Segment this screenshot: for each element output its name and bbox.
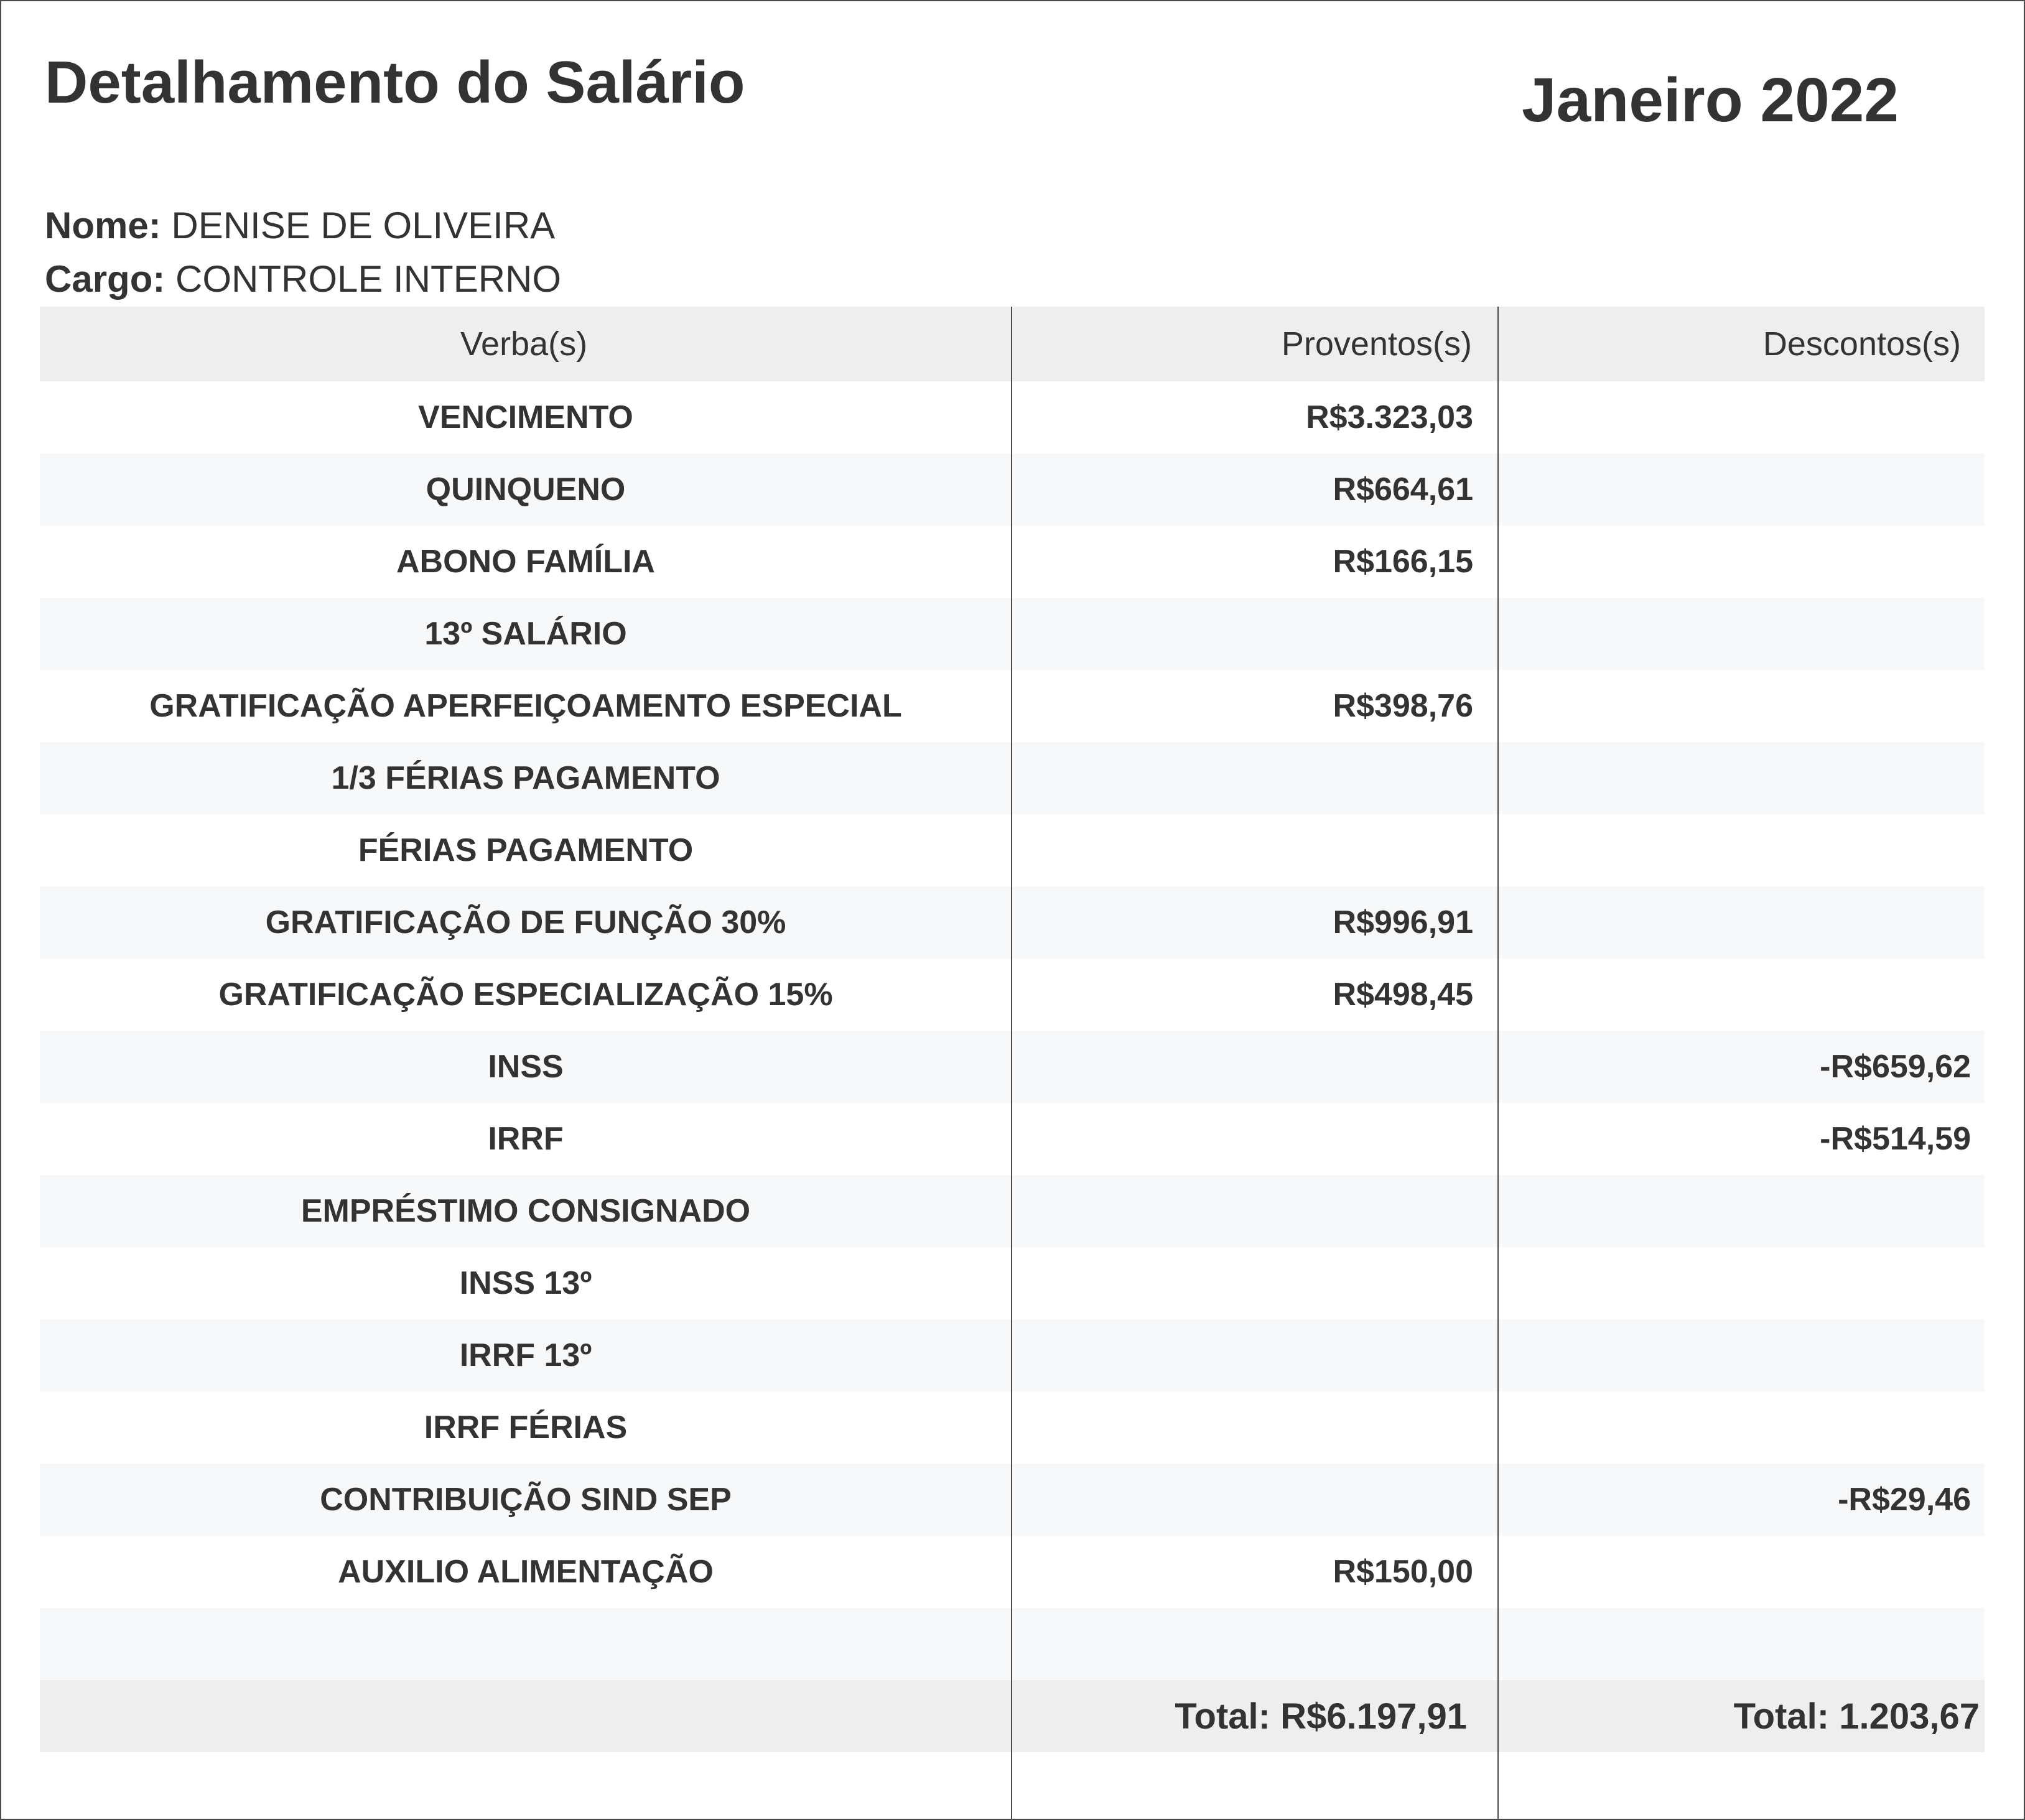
table-header-row: [40, 307, 1985, 381]
cell-proventos: [1012, 1464, 1498, 1536]
total-descontos: Total: 1.203,67: [1733, 1696, 1980, 1737]
table-row: [40, 742, 1985, 814]
employee-name: DENISE DE OLIVEIRA: [171, 205, 556, 246]
cell-descontos: [1498, 1247, 1985, 1319]
cell-descontos: [1498, 1391, 1985, 1464]
cell-verba: GRATIFICAÇÃO DE FUNÇÃO 30%: [265, 904, 786, 940]
table-row: [40, 1175, 1985, 1247]
header-verba: Verba(s): [460, 325, 588, 363]
table-total-row: [40, 1680, 1985, 1752]
name-label: Nome:: [45, 205, 161, 246]
cell-descontos: [1498, 886, 1985, 959]
table-row: [40, 381, 1985, 453]
cell-verba: CONTRIBUIÇÃO SIND SEP: [320, 1482, 732, 1518]
table-row: [40, 1391, 1985, 1464]
header-descontos: Descontos(s): [1762, 325, 1961, 363]
header-proventos: Proventos(s): [1281, 325, 1472, 363]
cell-verba: IRRF: [488, 1121, 564, 1157]
total-verba-cell: [40, 1680, 1012, 1752]
cell-verba: VENCIMENTO: [418, 399, 633, 435]
cell-verba: 13º SALÁRIO: [424, 616, 627, 652]
cell-verba: AUXILIO ALIMENTAÇÃO: [338, 1554, 714, 1590]
page-title: Detalhamento do Salário: [45, 49, 745, 116]
cell-descontos: [1498, 526, 1985, 598]
cell-proventos: R$3.323,03: [1306, 399, 1473, 435]
table-row: [40, 1608, 1985, 1680]
table-row: [40, 1464, 1985, 1536]
cell-descontos: [1498, 670, 1985, 742]
cell-proventos: R$398,76: [1333, 688, 1473, 724]
cell-descontos: -R$659,62: [1820, 1049, 1971, 1085]
cell-proventos: R$166,15: [1333, 544, 1473, 580]
cell-proventos: [1012, 1175, 1498, 1247]
table-row: [40, 1536, 1985, 1608]
period-label: Janeiro 2022: [1522, 65, 1899, 135]
role-label: Cargo:: [45, 258, 165, 300]
cell-verba: INSS 13º: [459, 1265, 592, 1301]
cell-descontos: [1498, 742, 1985, 814]
cell-proventos: [1012, 1031, 1498, 1103]
cell-descontos: [1498, 814, 1985, 886]
cell-descontos: [1498, 1536, 1985, 1608]
table-row: [40, 453, 1985, 526]
cell-descontos: [1498, 453, 1985, 526]
cell-descontos: -R$29,46: [1838, 1482, 1971, 1518]
table-row: [40, 526, 1985, 598]
cell-verba: IRRF FÉRIAS: [424, 1409, 628, 1446]
column-divider: [1011, 307, 1012, 1819]
cell-proventos: R$996,91: [1333, 904, 1473, 940]
cell-verba: ABONO FAMÍLIA: [396, 544, 655, 580]
table-row: [40, 1247, 1985, 1319]
total-proventos: Total: R$6.197,91: [1175, 1696, 1467, 1737]
cell-verba: INSS: [488, 1049, 564, 1085]
table-row: [40, 1031, 1985, 1103]
table-row: [40, 959, 1985, 1031]
cell-verba: GRATIFICAÇÃO ESPECIALIZAÇÃO 15%: [218, 977, 833, 1013]
table-row: [40, 814, 1985, 886]
table-row: [40, 598, 1985, 670]
salary-table: [40, 307, 1985, 1752]
cell-proventos: [1012, 1391, 1498, 1464]
cell-descontos: [1498, 381, 1985, 453]
cell-verba: EMPRÉSTIMO CONSIGNADO: [300, 1193, 751, 1229]
cell-proventos: [1012, 814, 1498, 886]
table-row: [40, 886, 1985, 959]
cell-descontos: [1498, 1608, 1985, 1680]
cell-descontos: [1498, 1175, 1985, 1247]
table-row: [40, 1319, 1985, 1391]
cell-proventos: R$498,45: [1333, 977, 1473, 1013]
cell-proventos: [1012, 1608, 1498, 1680]
employee-role: CONTROLE INTERNO: [175, 258, 562, 300]
cell-descontos: [1498, 959, 1985, 1031]
cell-descontos: [1498, 598, 1985, 670]
cell-proventos: R$664,61: [1333, 471, 1473, 508]
employee-name-line: [45, 204, 555, 247]
cell-descontos: [1498, 1319, 1985, 1391]
cell-verba: 1/3 FÉRIAS PAGAMENTO: [331, 760, 720, 796]
column-divider: [1497, 307, 1499, 1819]
cell-verba: GRATIFICAÇÃO APERFEIÇOAMENTO ESPECIAL: [149, 688, 902, 724]
cell-descontos: -R$514,59: [1820, 1121, 1971, 1157]
table-row: [40, 1103, 1985, 1175]
table-row: [40, 670, 1985, 742]
cell-verba: [40, 1608, 1012, 1680]
cell-verba: QUINQUENO: [426, 471, 626, 508]
cell-proventos: [1012, 1103, 1498, 1175]
cell-proventos: [1012, 1247, 1498, 1319]
cell-proventos: [1012, 742, 1498, 814]
cell-proventos: [1012, 1319, 1498, 1391]
cell-proventos: [1012, 598, 1498, 670]
cell-verba: FÉRIAS PAGAMENTO: [358, 832, 694, 868]
employee-role-line: [45, 258, 561, 300]
cell-verba: IRRF 13º: [459, 1337, 592, 1373]
cell-proventos: R$150,00: [1333, 1554, 1473, 1590]
